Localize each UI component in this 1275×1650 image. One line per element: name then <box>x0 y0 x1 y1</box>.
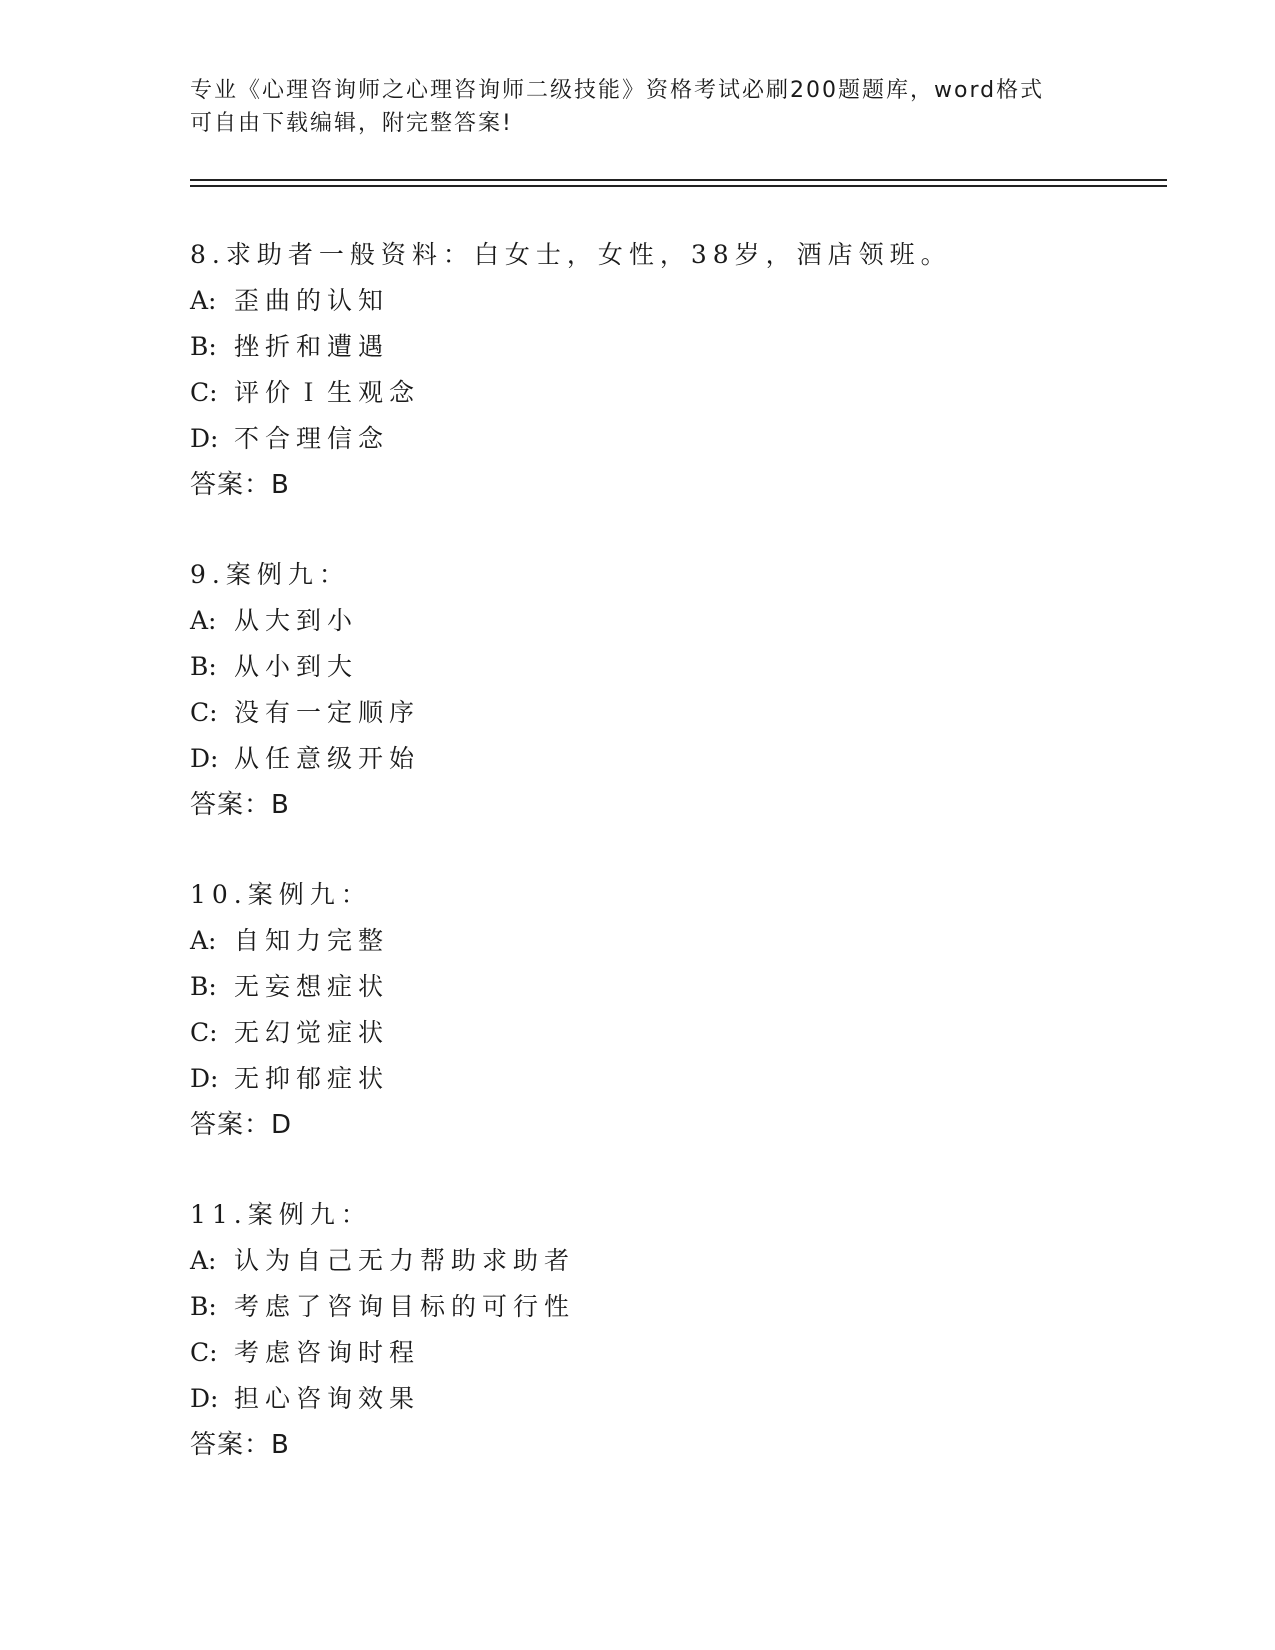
option-b <box>190 324 1090 370</box>
option-letter: D: <box>190 744 219 773</box>
header-line-1: 专业《心理咨询师之心理咨询师二级技能》资格考试必刷200题题库，word格式 <box>190 78 1045 103</box>
option-letter: A: <box>190 286 217 315</box>
header-line-2: 可自由下载编辑，附完整答案! <box>190 111 513 136</box>
question-stem: 8.求助者一般资料：白女士，女性，38岁，酒店领班。 <box>190 240 952 269</box>
option-c <box>190 1010 1090 1056</box>
option-letter: B: <box>190 1292 217 1321</box>
answer-line: 答案：B <box>190 470 290 500</box>
option-d <box>190 1056 1090 1102</box>
question-item <box>190 872 1090 1148</box>
option-c <box>190 690 1090 736</box>
answer-line: 答案：D <box>190 1110 293 1140</box>
question-item <box>190 232 1090 508</box>
option-text: 歪曲的认知 <box>234 286 390 315</box>
option-letter: B: <box>190 332 217 361</box>
question-stem: 11.案例九： <box>190 1200 372 1229</box>
option-text: 考虑了咨询目标的可行性 <box>234 1292 576 1321</box>
header-divider-bottom <box>190 185 1167 187</box>
option-c <box>190 1330 1090 1376</box>
option-letter: C: <box>190 1338 218 1367</box>
option-text: 无抑郁症状 <box>234 1064 390 1093</box>
option-text: 从大到小 <box>234 606 359 635</box>
option-text: 挫折和遭遇 <box>234 332 390 361</box>
option-text: 自知力完整 <box>234 926 390 955</box>
option-text: 考虑咨询时程 <box>234 1338 421 1367</box>
option-text: 无妄想症状 <box>234 972 390 1001</box>
option-letter: D: <box>190 1064 219 1093</box>
option-d <box>190 416 1090 462</box>
option-text: 从任意级开始 <box>234 744 421 773</box>
option-letter: D: <box>190 1384 219 1413</box>
option-text: 无幻觉症状 <box>234 1018 390 1047</box>
option-letter: C: <box>190 1018 218 1047</box>
option-letter: A: <box>190 926 217 955</box>
option-b <box>190 644 1090 690</box>
option-a <box>190 1238 1090 1284</box>
option-letter: C: <box>190 378 218 407</box>
option-d <box>190 736 1090 782</box>
option-d <box>190 1376 1090 1422</box>
option-letter: B: <box>190 652 217 681</box>
option-a <box>190 598 1090 644</box>
option-b <box>190 964 1090 1010</box>
option-text: 不合理信念 <box>234 424 390 453</box>
option-letter: A: <box>190 606 217 635</box>
answer-line: 答案：B <box>190 790 290 820</box>
header-divider-top <box>190 179 1167 181</box>
option-text: 没有一定顺序 <box>234 698 421 727</box>
option-text: 评价Ｉ生观念 <box>234 378 421 407</box>
option-letter: D: <box>190 424 219 453</box>
option-letter: A: <box>190 1246 217 1275</box>
option-text: 从小到大 <box>234 652 359 681</box>
question-stem: 10.案例九： <box>190 880 372 909</box>
question-item <box>190 1192 1090 1468</box>
option-text: 担心咨询效果 <box>234 1384 421 1413</box>
option-letter: B: <box>190 972 217 1001</box>
document-header <box>190 74 1090 140</box>
option-letter: C: <box>190 698 218 727</box>
option-c <box>190 370 1090 416</box>
option-text: 认为自己无力帮助求助者 <box>234 1246 576 1275</box>
option-a <box>190 278 1090 324</box>
answer-line: 答案：B <box>190 1430 290 1460</box>
question-item <box>190 552 1090 828</box>
option-a <box>190 918 1090 964</box>
question-stem: 9.案例九： <box>190 560 350 589</box>
option-b <box>190 1284 1090 1330</box>
